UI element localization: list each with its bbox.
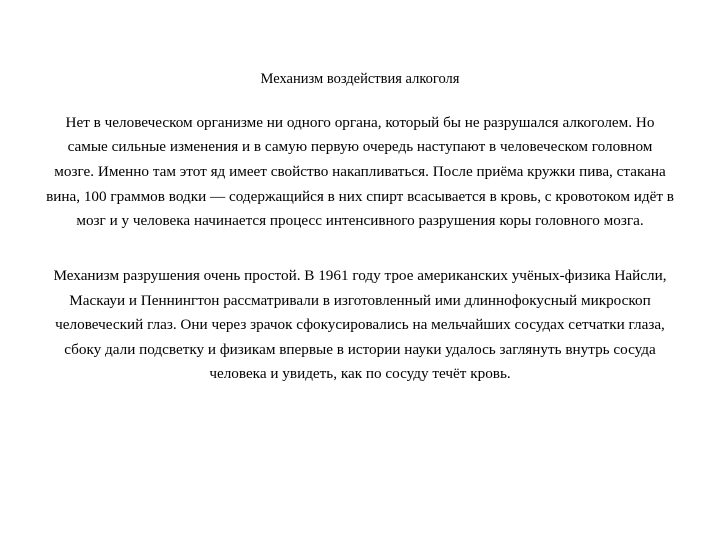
page-title: Механизм воздействия алкоголя <box>260 71 460 87</box>
paragraph-spacer <box>38 254 682 264</box>
body-paragraph-1: Нет в человеческом организме ни одного органа, который бы не разрушался алкоголем. Но самые сильные изменения и в самую первую очередь наступают в человеческом головном мозге. Именно там этот яд имеет свойство накапливаться. После приёма кружки пива, стакана вина, 100 граммов водки — содержащийся в них спирт всасывается в кровь, с кровотоком идёт в мозг и у человека начинается процесс интенсивного разрушения коры головного мозга. <box>46 113 674 230</box>
body-paragraph-2: Механизм разрушения очень простой. В 1961 году трое американских учёных-физика Найсли, Маскауи и Пеннингтон рассматривали в изготовленный ими длиннофокусный микроскоп человеческий глаз. Они через зрачок сфокусировались на мельчайших сосудах сетчатки глаза, сбоку дали подсветку и физикам впервые в истории науки удалось заглянуть внутрь сосуда человека и увидеть, как по сосуду течёт кровь. <box>53 266 667 383</box>
